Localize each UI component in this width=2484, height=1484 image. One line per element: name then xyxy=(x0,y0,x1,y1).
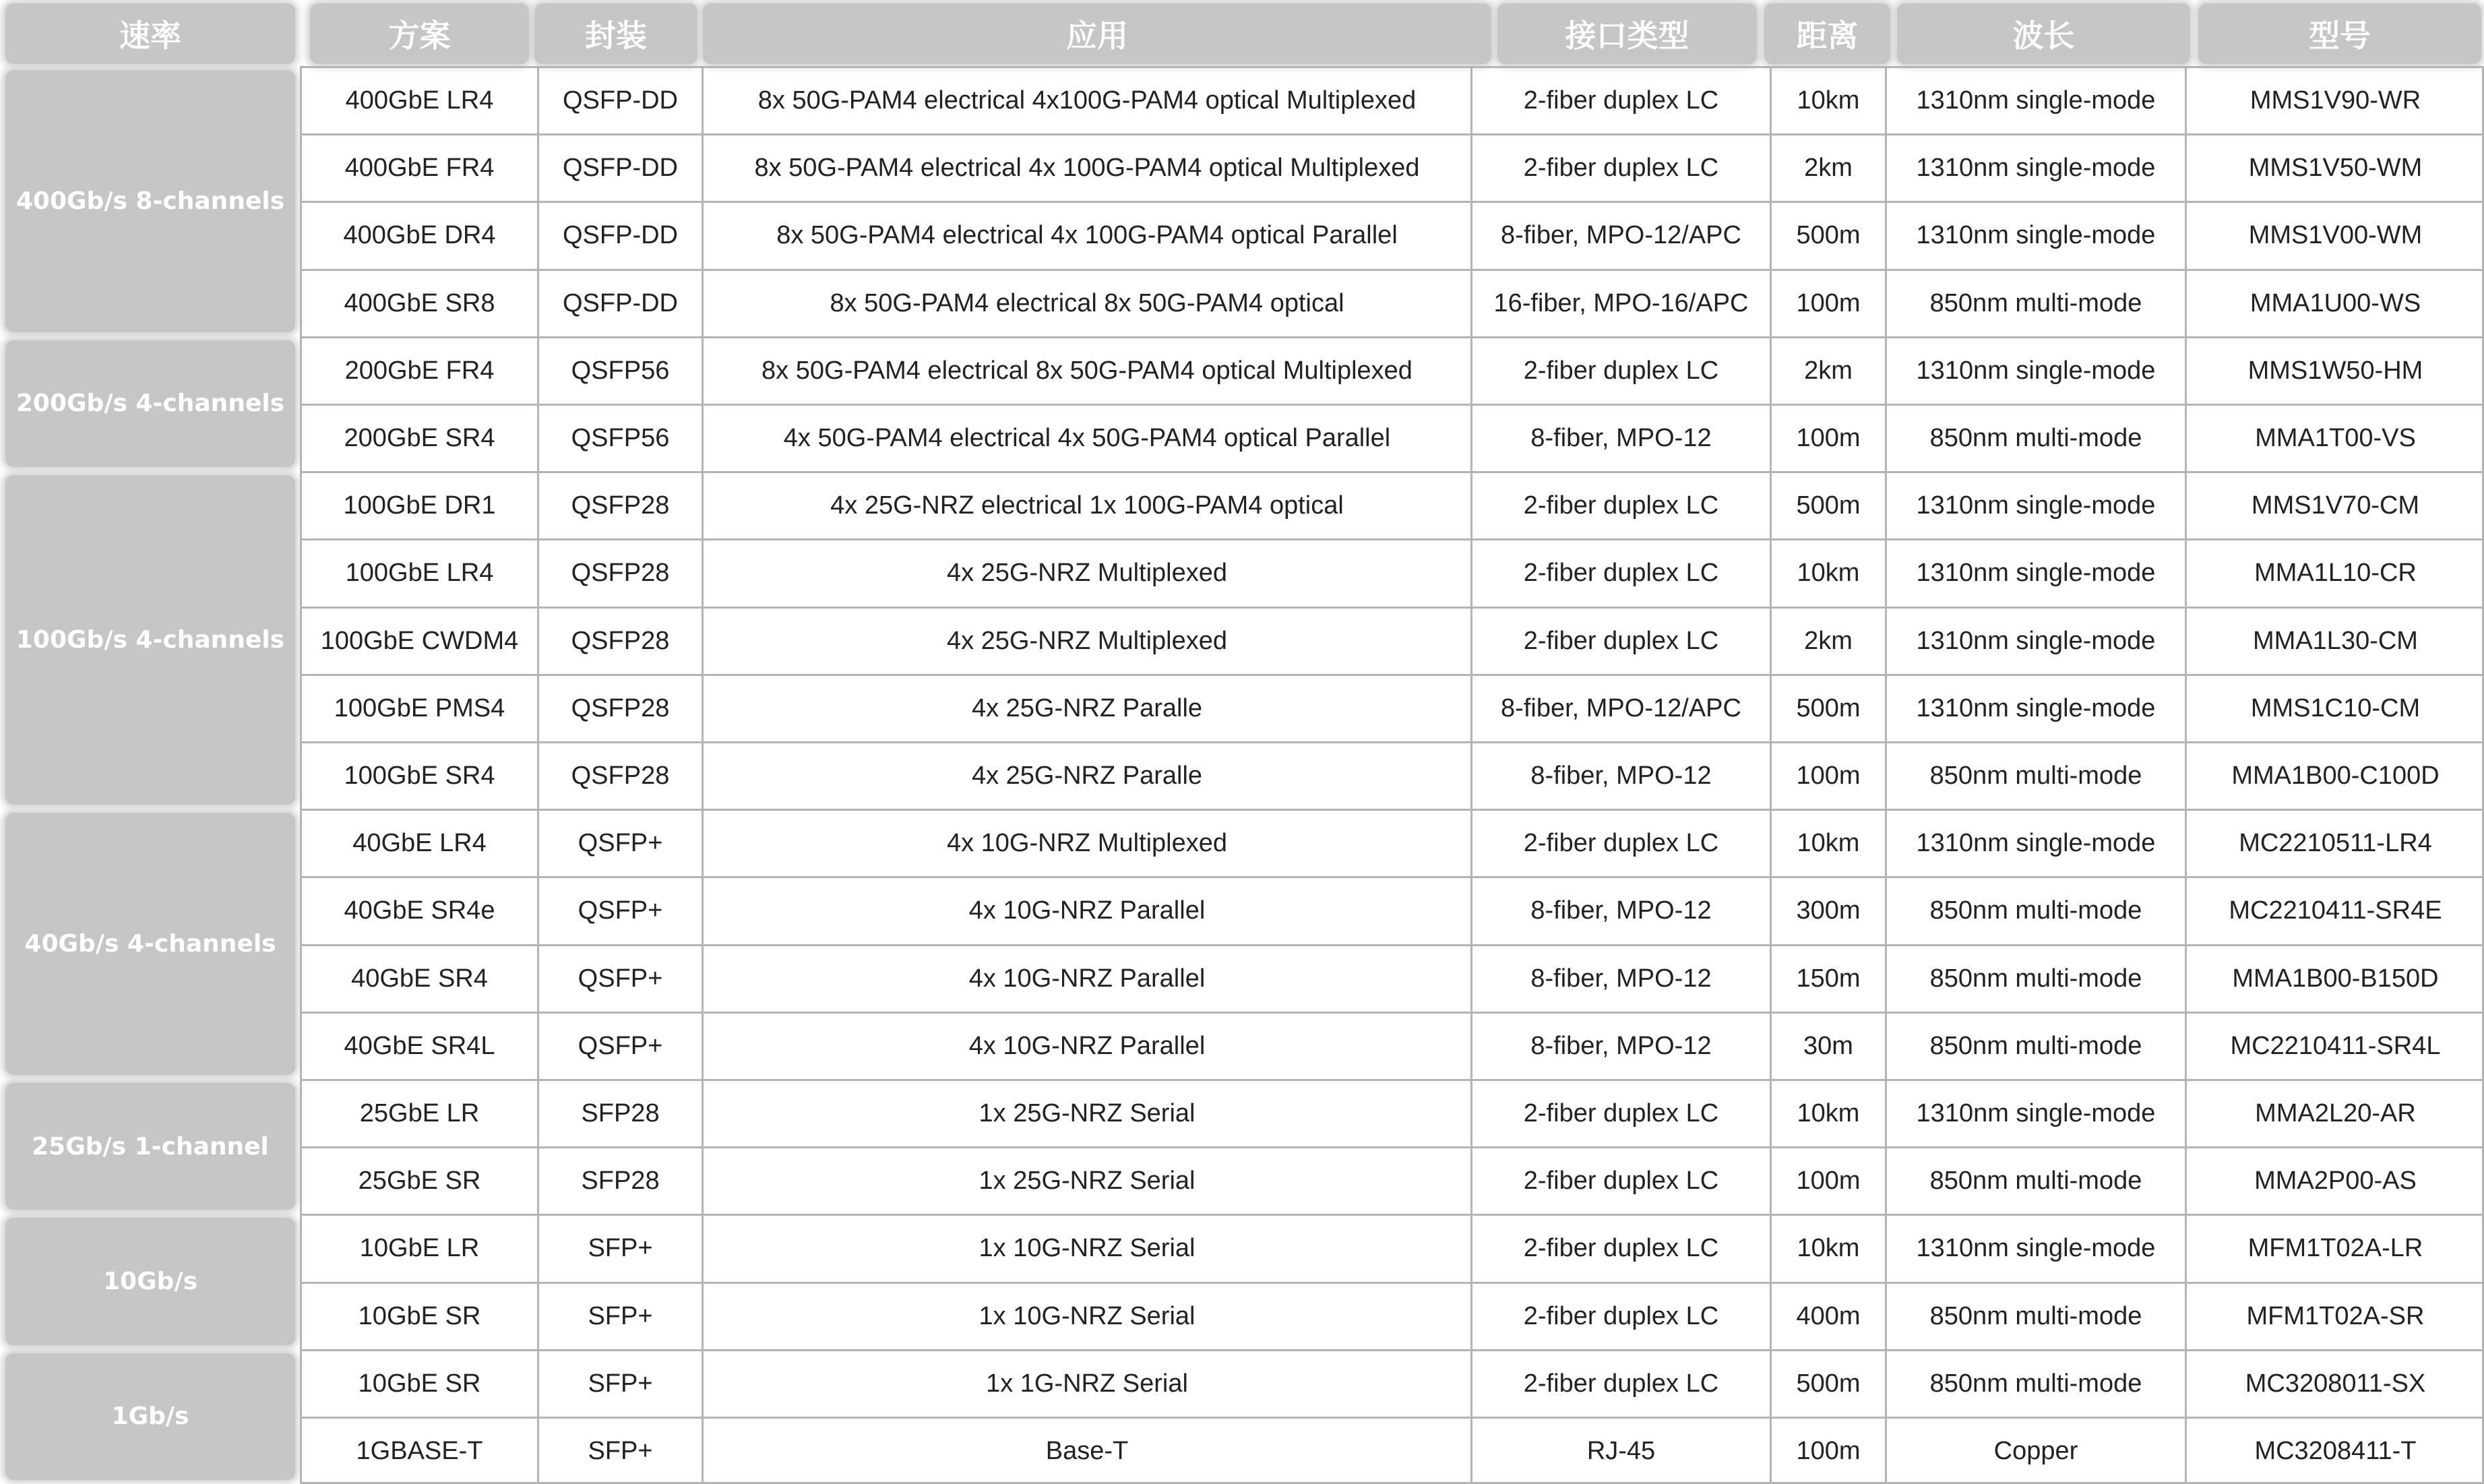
scheme-cell: 40GbE LR4 xyxy=(352,829,487,858)
application-cell: 8x 50G-PAM4 electrical 4x 100G-PAM4 optical Parallel xyxy=(776,221,1398,250)
scheme-cell: 10GbE SR xyxy=(358,1301,481,1330)
model-cell: MC3208411-T xyxy=(2254,1437,2417,1466)
application-cell: Base-T xyxy=(1045,1437,1129,1466)
scheme-cell: 100GbE CWDM4 xyxy=(320,626,519,655)
wavelength-cell: Copper xyxy=(1993,1437,2078,1466)
scheme-cell: 400GbE DR4 xyxy=(343,221,496,250)
column-header: 波长 xyxy=(1897,3,2190,64)
wavelength-cell: 1310nm single-mode xyxy=(1916,154,2156,183)
column-header: 封装 xyxy=(534,3,697,64)
application-cell: 4x 25G-NRZ Paralle xyxy=(971,762,1203,791)
wavelength-cell: 850nm multi-mode xyxy=(1929,896,2142,925)
interface-cell: 8-fiber, MPO-12 xyxy=(1530,896,1712,925)
model-cell: MMS1V70-CM xyxy=(2251,491,2420,520)
model-cell: MC2210411-SR4L xyxy=(2230,1031,2441,1060)
interface-cell: RJ-45 xyxy=(1586,1437,1656,1466)
package-cell: QSFP28 xyxy=(571,693,670,722)
application-cell: 4x 25G-NRZ Multiplexed xyxy=(946,626,1228,655)
scheme-cell: 100GbE SR4 xyxy=(344,762,495,791)
model-cell: MMA2L20-AR xyxy=(2255,1099,2416,1128)
interface-cell: 2-fiber duplex LC xyxy=(1523,1369,1719,1398)
wavelength-cell: 850nm multi-mode xyxy=(1929,288,2142,317)
package-cell: QSFP-DD xyxy=(563,221,678,250)
package-cell: QSFP28 xyxy=(571,762,670,791)
wavelength-cell: 850nm multi-mode xyxy=(1929,424,2142,453)
model-cell: MFM1T02A-SR xyxy=(2246,1301,2425,1330)
scheme-cell: 100GbE DR1 xyxy=(343,491,496,520)
wavelength-cell: 1310nm single-mode xyxy=(1916,86,2156,115)
scheme-cell: 25GbE SR xyxy=(358,1167,481,1196)
model-cell: MMS1V90-WR xyxy=(2249,86,2421,115)
distance-cell: 30m xyxy=(1803,1031,1853,1060)
column-header: 接口类型 xyxy=(1497,3,1757,64)
application-cell: 8x 50G-PAM4 electrical 4x100G-PAM4 optical Multiplexed xyxy=(757,86,1417,115)
package-cell: QSFP56 xyxy=(571,356,670,385)
column-header: 距离 xyxy=(1764,3,1890,64)
package-cell: QSFP+ xyxy=(578,1031,663,1060)
scheme-cell: 200GbE FR4 xyxy=(344,356,495,385)
wavelength-cell: 1310nm single-mode xyxy=(1916,1234,2156,1263)
column-header: 速率 xyxy=(5,3,295,64)
scheme-cell: 1GBASE-T xyxy=(356,1437,483,1466)
wavelength-cell: 850nm multi-mode xyxy=(1929,762,2142,791)
distance-cell: 400m xyxy=(1796,1301,1861,1330)
wavelength-cell: 1310nm single-mode xyxy=(1916,491,2156,520)
model-cell: MC2210411-SR4E xyxy=(2229,896,2442,925)
model-cell: MMS1V50-WM xyxy=(2248,154,2423,183)
interface-cell: 8-fiber, MPO-12 xyxy=(1530,964,1712,993)
model-cell: MMA1U00-WS xyxy=(2249,288,2421,317)
interface-cell: 2-fiber duplex LC xyxy=(1523,829,1719,858)
package-cell: QSFP28 xyxy=(571,559,670,588)
application-cell: 4x 10G-NRZ Parallel xyxy=(968,896,1206,925)
application-cell: 1x 25G-NRZ Serial xyxy=(979,1167,1196,1196)
interface-cell: 2-fiber duplex LC xyxy=(1523,491,1719,520)
scheme-cell: 10GbE LR xyxy=(359,1234,480,1263)
model-cell: MMA2P00-AS xyxy=(2254,1167,2417,1196)
distance-cell: 10km xyxy=(1797,1099,1860,1128)
model-cell: MC2210511-LR4 xyxy=(2239,829,2432,858)
interface-cell: 2-fiber duplex LC xyxy=(1523,1234,1719,1263)
distance-cell: 10km xyxy=(1797,86,1860,115)
scheme-cell: 40GbE SR4L xyxy=(344,1031,495,1060)
wavelength-cell: 1310nm single-mode xyxy=(1916,559,2156,588)
distance-cell: 100m xyxy=(1796,1167,1861,1196)
distance-cell: 2km xyxy=(1804,154,1853,183)
scheme-cell: 40GbE SR4 xyxy=(351,964,488,993)
speed-group-cell: 400Gb/s 8-channels xyxy=(5,70,295,332)
interface-cell: 8-fiber, MPO-12/APC xyxy=(1501,221,1741,250)
distance-cell: 150m xyxy=(1796,964,1861,993)
package-cell: QSFP28 xyxy=(571,491,670,520)
package-cell: SFP+ xyxy=(588,1369,653,1398)
distance-cell: 500m xyxy=(1796,693,1861,722)
interface-cell: 2-fiber duplex LC xyxy=(1523,154,1719,183)
application-cell: 1x 25G-NRZ Serial xyxy=(979,1099,1196,1128)
scheme-cell: 40GbE SR4e xyxy=(344,896,495,925)
package-cell: SFP+ xyxy=(588,1234,653,1263)
application-cell: 4x 25G-NRZ Multiplexed xyxy=(946,559,1228,588)
interface-cell: 2-fiber duplex LC xyxy=(1523,86,1719,115)
model-cell: MMS1W50-HM xyxy=(2247,356,2423,385)
interface-cell: 16-fiber, MPO-16/APC xyxy=(1493,288,1749,317)
interface-cell: 8-fiber, MPO-12/APC xyxy=(1501,693,1741,722)
column-header: 应用 xyxy=(703,3,1491,64)
package-cell: SFP+ xyxy=(588,1301,653,1330)
model-cell: MMA1B00-C100D xyxy=(2231,762,2440,791)
wavelength-cell: 850nm multi-mode xyxy=(1929,1369,2142,1398)
application-cell: 8x 50G-PAM4 electrical 8x 50G-PAM4 optical xyxy=(830,288,1344,317)
wavelength-cell: 1310nm single-mode xyxy=(1916,693,2156,722)
scheme-cell: 200GbE SR4 xyxy=(344,424,495,453)
distance-cell: 100m xyxy=(1796,762,1861,791)
column-header: 型号 xyxy=(2198,3,2481,64)
model-cell: MMS1C10-CM xyxy=(2250,693,2421,722)
distance-cell: 10km xyxy=(1797,829,1860,858)
interface-cell: 2-fiber duplex LC xyxy=(1523,1301,1719,1330)
application-cell: 4x 50G-PAM4 electrical 4x 50G-PAM4 optical Parallel xyxy=(783,424,1391,453)
package-cell: SFP28 xyxy=(581,1167,660,1196)
package-cell: QSFP+ xyxy=(578,896,663,925)
application-cell: 4x 25G-NRZ electrical 1x 100G-PAM4 optical xyxy=(830,491,1344,520)
application-cell: 4x 10G-NRZ Multiplexed xyxy=(946,829,1228,858)
wavelength-cell: 1310nm single-mode xyxy=(1916,829,2156,858)
application-cell: 8x 50G-PAM4 electrical 8x 50G-PAM4 optical Multiplexed xyxy=(762,356,1412,385)
model-cell: MMA1L10-CR xyxy=(2254,559,2417,588)
model-cell: MMS1V00-WM xyxy=(2248,221,2423,250)
package-cell: QSFP-DD xyxy=(563,86,678,115)
distance-cell: 2km xyxy=(1804,356,1853,385)
wavelength-cell: 1310nm single-mode xyxy=(1916,626,2156,655)
interface-cell: 2-fiber duplex LC xyxy=(1523,626,1719,655)
wavelength-cell: 850nm multi-mode xyxy=(1929,1031,2142,1060)
application-cell: 8x 50G-PAM4 electrical 4x 100G-PAM4 optical Multiplexed xyxy=(754,154,1420,183)
distance-cell: 10km xyxy=(1797,1234,1860,1263)
application-cell: 1x 1G-NRZ Serial xyxy=(986,1369,1188,1398)
package-cell: QSFP+ xyxy=(578,829,663,858)
package-cell: QSFP28 xyxy=(571,626,670,655)
scheme-cell: 400GbE FR4 xyxy=(344,154,495,183)
table-body xyxy=(300,66,2484,1484)
speed-group-cell: 40Gb/s 4-channels xyxy=(5,813,295,1075)
package-cell: QSFP56 xyxy=(571,424,670,453)
distance-cell: 500m xyxy=(1796,1369,1861,1398)
column-header: 方案 xyxy=(310,3,529,64)
wavelength-cell: 1310nm single-mode xyxy=(1916,356,2156,385)
scheme-cell: 100GbE LR4 xyxy=(345,559,494,588)
application-cell: 4x 10G-NRZ Parallel xyxy=(968,964,1206,993)
distance-cell: 300m xyxy=(1796,896,1861,925)
distance-cell: 500m xyxy=(1796,491,1861,520)
scheme-cell: 100GbE PMS4 xyxy=(334,693,505,722)
interface-cell: 2-fiber duplex LC xyxy=(1523,559,1719,588)
interface-cell: 8-fiber, MPO-12 xyxy=(1530,762,1712,791)
distance-cell: 2km xyxy=(1804,626,1853,655)
model-cell: MMA1T00-VS xyxy=(2255,424,2416,453)
interface-cell: 8-fiber, MPO-12 xyxy=(1530,1031,1712,1060)
distance-cell: 100m xyxy=(1796,288,1861,317)
model-cell: MMA1B00-B150D xyxy=(2232,964,2439,993)
wavelength-cell: 850nm multi-mode xyxy=(1929,964,2142,993)
wavelength-cell: 850nm multi-mode xyxy=(1929,1167,2142,1196)
distance-cell: 100m xyxy=(1796,424,1861,453)
speed-group-cell: 100Gb/s 4-channels xyxy=(5,475,295,805)
interface-cell: 2-fiber duplex LC xyxy=(1523,1099,1719,1128)
interface-cell: 8-fiber, MPO-12 xyxy=(1530,424,1712,453)
model-cell: MMA1L30-CM xyxy=(2253,626,2418,655)
scheme-cell: 25GbE LR xyxy=(359,1099,480,1128)
application-cell: 4x 10G-NRZ Parallel xyxy=(968,1031,1206,1060)
scheme-cell: 400GbE SR8 xyxy=(344,288,495,317)
application-cell: 1x 10G-NRZ Serial xyxy=(979,1301,1196,1330)
application-cell: 4x 25G-NRZ Paralle xyxy=(971,693,1203,722)
interface-cell: 2-fiber duplex LC xyxy=(1523,1167,1719,1196)
scheme-cell: 400GbE LR4 xyxy=(345,86,494,115)
package-cell: SFP28 xyxy=(581,1099,660,1128)
distance-cell: 500m xyxy=(1796,221,1861,250)
package-cell: QSFP-DD xyxy=(563,288,678,317)
speed-group-cell: 25Gb/s 1-channel xyxy=(5,1083,295,1210)
interface-cell: 2-fiber duplex LC xyxy=(1523,356,1719,385)
wavelength-cell: 1310nm single-mode xyxy=(1916,1099,2156,1128)
distance-cell: 100m xyxy=(1796,1437,1861,1466)
package-cell: QSFP-DD xyxy=(563,154,678,183)
model-cell: MC3208011-SX xyxy=(2245,1369,2426,1398)
package-cell: QSFP+ xyxy=(578,964,663,993)
speed-group-cell: 10Gb/s xyxy=(5,1218,295,1344)
distance-cell: 10km xyxy=(1797,559,1860,588)
wavelength-cell: 1310nm single-mode xyxy=(1916,221,2156,250)
application-cell: 1x 10G-NRZ Serial xyxy=(979,1234,1196,1263)
speed-group-cell: 200Gb/s 4-channels xyxy=(5,340,295,467)
wavelength-cell: 850nm multi-mode xyxy=(1929,1301,2142,1330)
speed-group-cell: 1Gb/s xyxy=(5,1353,295,1480)
package-cell: SFP+ xyxy=(588,1437,653,1466)
model-cell: MFM1T02A-LR xyxy=(2247,1234,2423,1263)
scheme-cell: 10GbE SR xyxy=(358,1369,481,1398)
